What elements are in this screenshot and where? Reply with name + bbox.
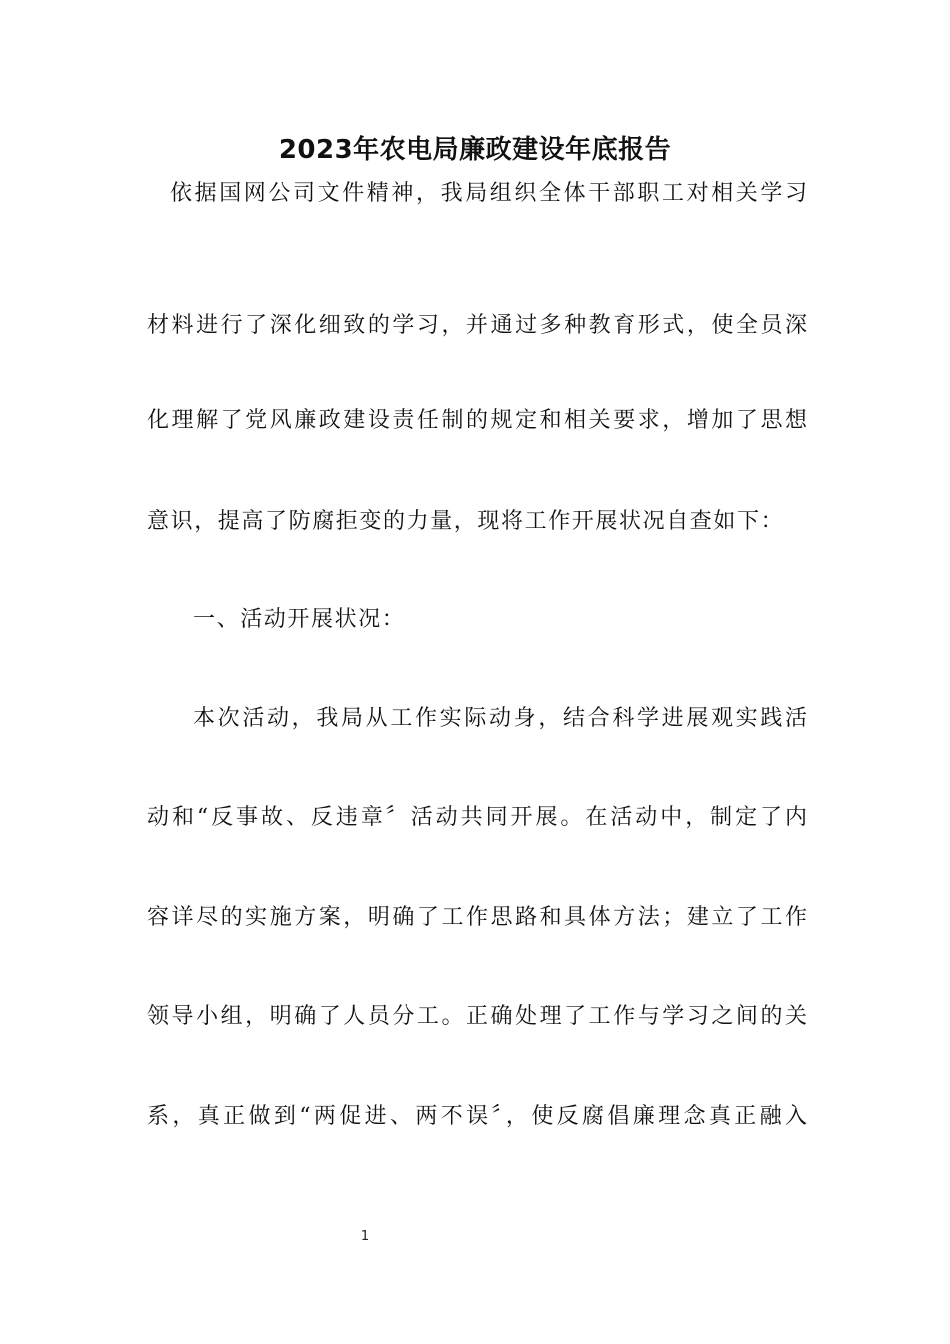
paragraph-line: 动和“反事故、反违章〞活动共同开展。在活动中，制定了内: [147, 805, 807, 830]
paragraph-line: 化理解了党风廉政建设责任制的规定和相关要求，增加了思想: [147, 408, 807, 433]
page-number: 1: [360, 1229, 370, 1244]
document-title: 2023年农电局廉政建设年底报告: [278, 135, 672, 165]
paragraph-line: 领导小组，明确了人员分工。正确处理了工作与学习之间的关: [147, 1004, 807, 1029]
paragraph-line: 系，真正做到“两促进、两不误〞，使反腐倡廉理念真正融入: [147, 1104, 807, 1129]
paragraph-line: 容详尽的实施方案，明确了工作思路和具体方法；建立了工作: [147, 905, 807, 930]
paragraph-line: 本次活动，我局从工作实际动身，结合科学进展观实践活: [193, 706, 807, 731]
paragraph-line: 意识，提高了防腐拒变的力量，现将工作开展状况自查如下：: [147, 509, 785, 534]
paragraph-line: 材料进行了深化细致的学习，并通过多种教育形式，使全员深: [147, 313, 807, 338]
paragraph-line: 依据国网公司文件精神，我局组织全体干部职工对相关学习: [170, 181, 807, 206]
section-heading: 一、活动开展状况：: [193, 607, 406, 632]
